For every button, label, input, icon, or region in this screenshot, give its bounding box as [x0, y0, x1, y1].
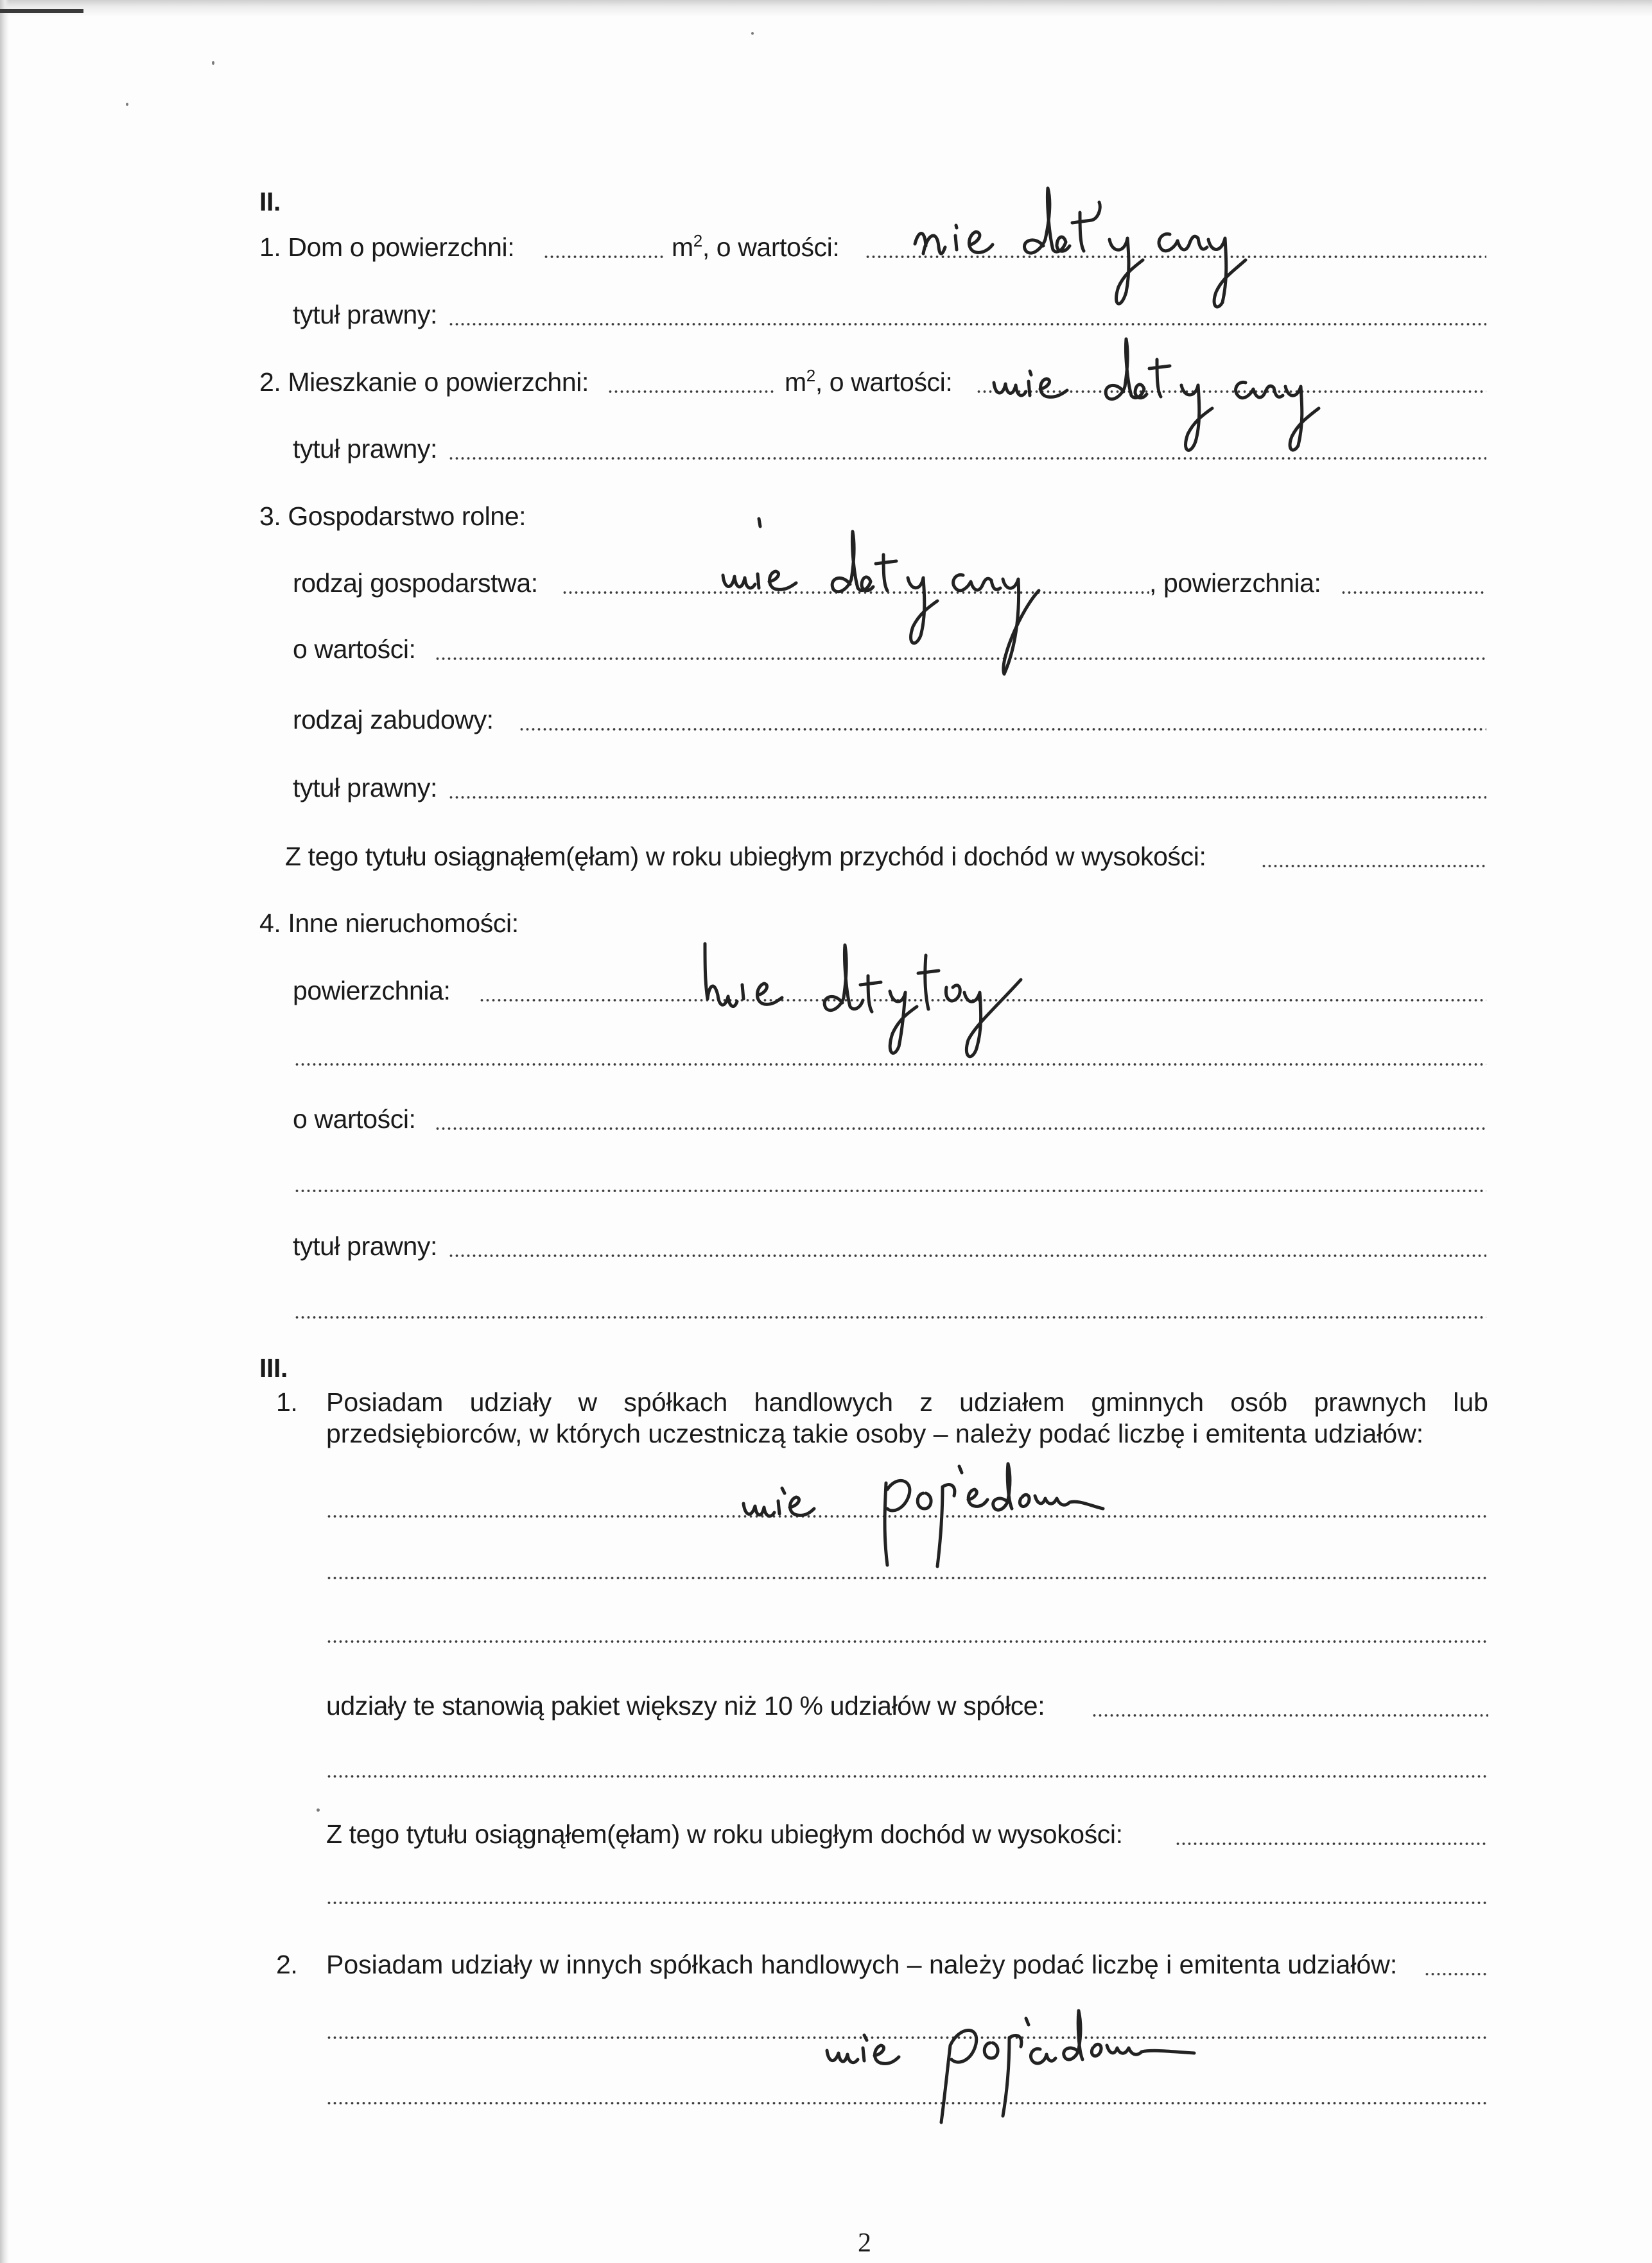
scan-edge-shadow-left — [0, 0, 9, 2263]
udzialy-gminne-field-3 — [326, 1640, 1488, 1643]
pakiet-label: udziały te stanowią pakiet większy niż 10 % udziałów w spółce: — [326, 1691, 1045, 1721]
inne-wartosc-field — [435, 1127, 1486, 1130]
mieszkanie-unit: $m^2$, o wartości: — [785, 366, 953, 397]
handwriting-nie-posiadam — [738, 1457, 1117, 1579]
handwriting-nie-dotyczy — [912, 183, 1271, 318]
dom-unit: $m^2$, o wartości: — [672, 231, 840, 262]
mieszkanie-tytul-field — [448, 457, 1486, 460]
section-ii-heading: II. — [259, 187, 281, 216]
inne-wartosc-field-2 — [294, 1190, 1486, 1192]
dom-powierzchnia-field — [543, 256, 664, 258]
udzialy-gminne-dochod-field-2 — [326, 1902, 1488, 1904]
udzialy-gminne-text: Posiadam udziały w spółkach handlowych z udziałem gminnych osób prawnych lub przedsiębiorców, w których uczestniczą takie osoby – należy podać liczbę i emitenta udziałów: — [326, 1387, 1488, 1448]
udzialy-gminne-number: 1. — [276, 1387, 298, 1417]
gospodarstwo-dochod-label: Z tego tytułu osiągnąłem(ęłam) w roku ubiegłym przychód i dochód w wysokości: — [285, 842, 1206, 871]
scan-speck — [751, 32, 754, 35]
rodzaj-zabudowy-label: rodzaj zabudowy: — [293, 705, 494, 734]
mieszkanie-label: 2. Mieszkanie o powierzchni: — [259, 367, 589, 397]
udzialy-inne-number: 2. — [276, 1950, 298, 1979]
dom-label — [259, 232, 514, 263]
inne-tytul-field-2 — [294, 1316, 1486, 1319]
section-iii-heading: III. — [259, 1353, 288, 1383]
mieszkanie-tytul-label: tytuł prawny: — [293, 434, 437, 464]
handwriting-nie-dotyczy — [989, 334, 1329, 462]
scan-edge-shadow — [0, 0, 1652, 17]
scan-corner-mark — [0, 9, 83, 13]
scan-speck — [317, 1808, 320, 1812]
gospodarstwo-label: 3. Gospodarstwo rolne: — [259, 501, 526, 531]
page-number: 2 — [858, 2228, 871, 2258]
scan-speck — [126, 103, 128, 106]
mieszkanie-powierzchnia-field — [607, 390, 776, 393]
inne-nieruchomosci-label: 4. Inne nieruchomości: — [259, 908, 519, 938]
handwriting-nie-posiadam — [822, 1997, 1220, 2131]
pakiet-field-2 — [326, 1775, 1488, 1778]
udzialy-gminne-dochod-field — [1175, 1842, 1488, 1845]
inne-wartosc-label: o wartości: — [293, 1104, 416, 1134]
scan-speck — [212, 61, 214, 65]
udzialy-gminne-dochod-label: Z tego tytułu osiągnąłem(ęłam) w roku ubiegłym dochód w wysokości: — [326, 1819, 1123, 1849]
udzialy-inne-field — [1424, 1973, 1488, 1975]
gospodarstwo-wartosc-label: o wartości: — [293, 634, 416, 664]
handwriting-nie-dotyczy — [700, 937, 1034, 1072]
dom-tytul-field — [448, 323, 1486, 325]
pakiet-field — [1091, 1714, 1488, 1717]
dom-powierzchnia-label: 1. Dom o powierzchni: — [259, 232, 515, 262]
gospodarstwo-powierzchnia-field — [1341, 591, 1486, 594]
gospodarstwo-dochod-field — [1261, 865, 1486, 867]
inne-tytul-field — [448, 1254, 1486, 1257]
udzialy-inne-text: Posiadam udziały w innych spółkach handlowych – należy podać liczbę i emitenta udziałów: — [326, 1950, 1398, 1979]
rodzaj-zabudowy-field — [519, 728, 1486, 731]
inne-tytul-label: tytuł prawny: — [293, 1231, 437, 1261]
rodzaj-gospodarstwa-label: rodzaj gospodarstwa: — [293, 568, 538, 598]
gospodarstwo-powierzchnia-label: , powierzchnia: — [1149, 568, 1321, 598]
gospodarstwo-tytul-label: tytuł prawny: — [293, 773, 437, 802]
gospodarstwo-tytul-field — [448, 796, 1486, 799]
dom-tytul-label: tytuł prawny: — [293, 300, 437, 329]
handwriting-nie-dotyczy — [719, 514, 1053, 681]
inne-powierzchnia-label: powierzchnia: — [293, 976, 451, 1005]
